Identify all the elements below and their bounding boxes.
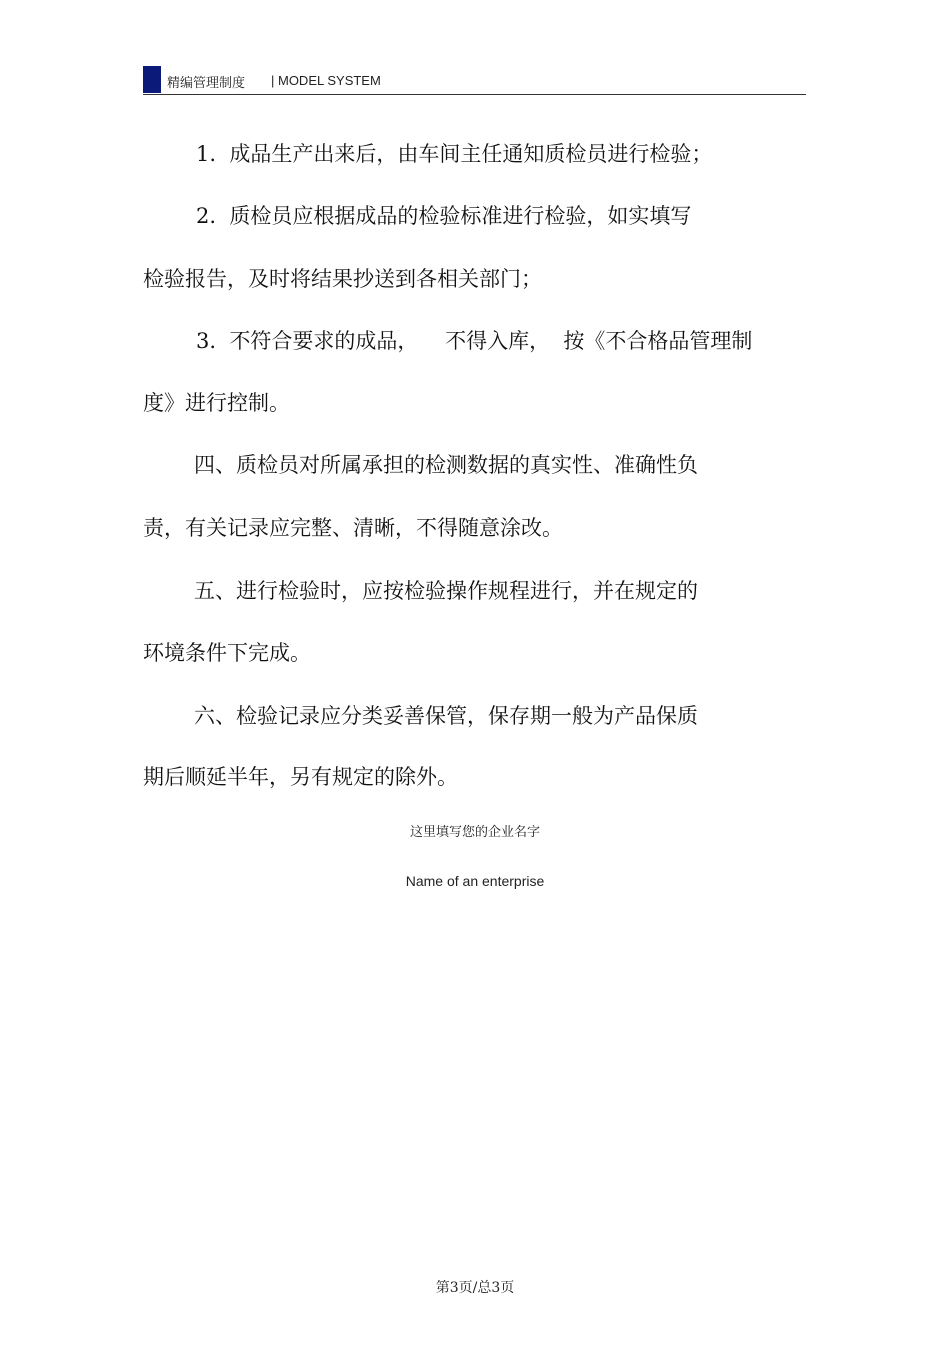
body-line: 期后顺延半年，另有规定的除外。 — [143, 765, 458, 789]
page-number: 第3页/总3页 — [435, 1280, 515, 1296]
body-line: 3. 不符合要求的成品， 不得入库， 按《不合格品管理制 — [196, 329, 753, 353]
body-line: 2. 质检员应根据成品的检验标准进行检验，如实填写 — [196, 204, 692, 228]
company-name-cn: 这里填写您的企业名字 — [409, 825, 540, 840]
body-line: 1. 成品生产出来后，由车间主任通知质检员进行检验； — [196, 142, 713, 166]
body-line: 六、检验记录应分类妥善保管，保存期一般为产品保质 — [194, 704, 698, 728]
header-subtitle: | MODEL SYSTEM — [271, 73, 381, 88]
header-title: 精编管理制度 — [167, 76, 246, 91]
body-line: 检验报告，及时将结果抄送到各相关部门； — [143, 267, 542, 291]
body-line: 四、质检员对所属承担的检测数据的真实性、准确性负 — [194, 453, 698, 477]
body-line: 五、进行检验时，应按检验操作规程进行，并在规定的 — [194, 579, 698, 603]
logo-icon — [143, 66, 161, 93]
company-name-en: Name of an enterprise — [405, 873, 545, 889]
page-header — [143, 66, 806, 95]
body-line: 环境条件下完成。 — [143, 641, 311, 665]
body-line: 度》进行控制。 — [143, 391, 290, 415]
body-line: 责，有关记录应完整、清晰，不得随意涂改。 — [143, 516, 563, 540]
